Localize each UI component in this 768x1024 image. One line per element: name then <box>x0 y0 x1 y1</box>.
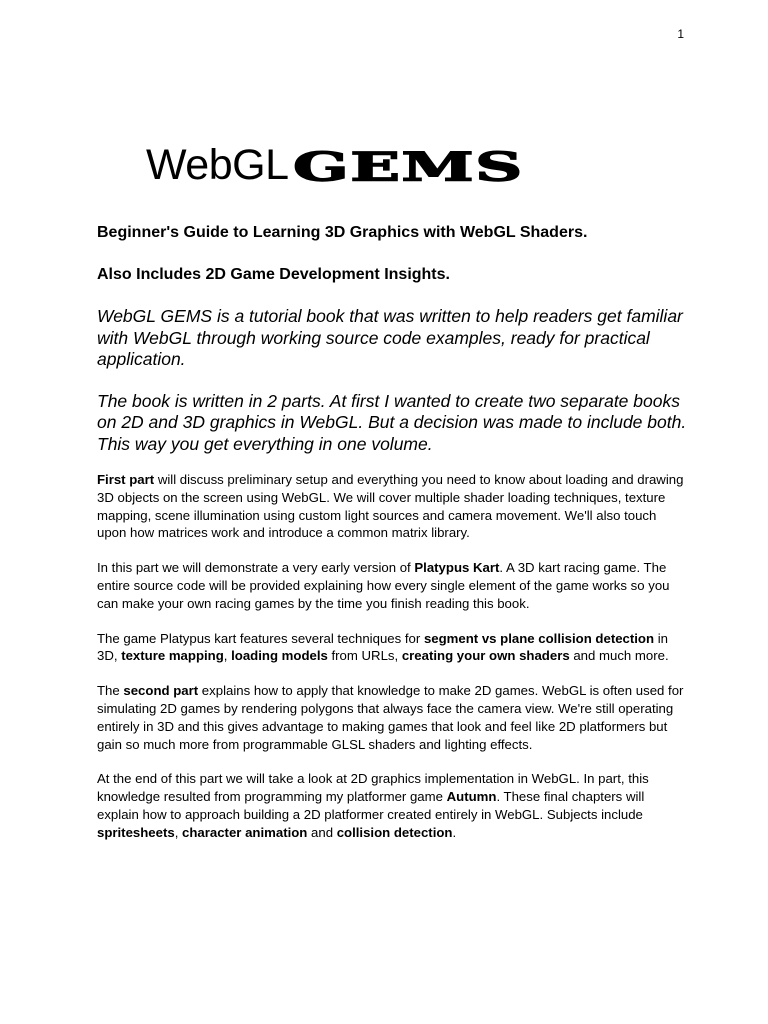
intro-paragraph-1: WebGL GEMS is a tutorial book that was written to help readers get familiar with WebGL through working source code examples, ready for practical application. <box>97 306 683 369</box>
end-part-paragraph <box>97 770 687 841</box>
end-text-4: and <box>307 824 337 840</box>
end-text-2: . These final chapters will explain how to approach building a 2D platformer created entirely in WebGL. Subjects include <box>97 789 645 822</box>
features-paragraph <box>97 630 687 666</box>
features-text-1: The game Platypus kart features several techniques for <box>97 630 424 646</box>
character-animation-bold: character animation <box>182 824 308 840</box>
page-number: 1 <box>677 27 684 41</box>
features-text-3: , <box>223 648 232 664</box>
loading-models-bold: loading models <box>231 648 328 664</box>
collision-bold: segment vs plane collision detection <box>423 630 655 646</box>
kart-text-2: . A 3D kart racing game. The entire source code will be provided explaining how every single element of the game works so you can make your own racing games by the time you finish reading this book. <box>97 560 670 611</box>
end-text-5: . <box>452 824 457 840</box>
first-part-text: will discuss preliminary setup and everything you need to know about loading and drawing 3D objects on the screen using WebGL. We will cover multiple shader loading techniques, texture mapping, scene illumination using custom light sources and camera movement. We'll also touch upon how matrices work and introduce a common matrix library. <box>97 472 684 541</box>
collision-detection-bold: collision detection <box>336 824 453 840</box>
features-text-2: in 3D, <box>97 630 668 664</box>
also-includes-heading: Also Includes 2D Game Development Insights. <box>97 266 450 283</box>
first-part-paragraph <box>97 471 687 542</box>
page-content <box>97 220 687 842</box>
end-text-3: , <box>174 824 183 840</box>
first-part-bold: First part <box>97 472 155 487</box>
book-logo <box>146 136 524 190</box>
spritesheets-bold: spritesheets <box>97 824 175 840</box>
subtitle-heading: Beginner's Guide to Learning 3D Graphics with WebGL Shaders. <box>97 224 588 241</box>
features-text-4: from URLs, <box>327 648 402 664</box>
shaders-bold: creating your own shaders <box>401 648 570 664</box>
second-text-1: The <box>97 683 124 699</box>
kart-text-1: In this part we will demonstrate a very early version of <box>97 560 415 576</box>
second-part-paragraph <box>97 682 687 753</box>
second-part-bold: second part <box>123 683 199 699</box>
platypus-kart-bold: Platypus Kart <box>414 560 500 576</box>
intro-paragraph-2: The book is written in 2 parts. At first I wanted to create two separate books on 2D and 3D graphics in WebGL. But a decision was made to include both. This way you get everything in one volume. <box>97 390 687 454</box>
texture-mapping-bold: texture mapping <box>121 648 224 664</box>
end-text-1: At the end of this part we will take a look at 2D graphics implementation in WebGL. In part, this knowledge resulted from programming my platformer game <box>97 771 649 805</box>
logo-gems-text: GEMS <box>292 143 524 190</box>
second-text-2: explains how to apply that knowledge to make 2D games. WebGL is often used for simulating 2D games by rendering polygons that always face the camera view. We're still operating entirely in 3D and this gives advantage to making games that look and feel like 2D platformers but gain so much more from programmable GLSL shaders and lighting effects. <box>97 683 684 752</box>
logo-webgl-text: WebGL <box>146 141 289 189</box>
features-text-5: and much more. <box>569 648 669 664</box>
platypus-kart-paragraph <box>97 559 687 612</box>
autumn-bold: Autumn <box>446 789 497 805</box>
